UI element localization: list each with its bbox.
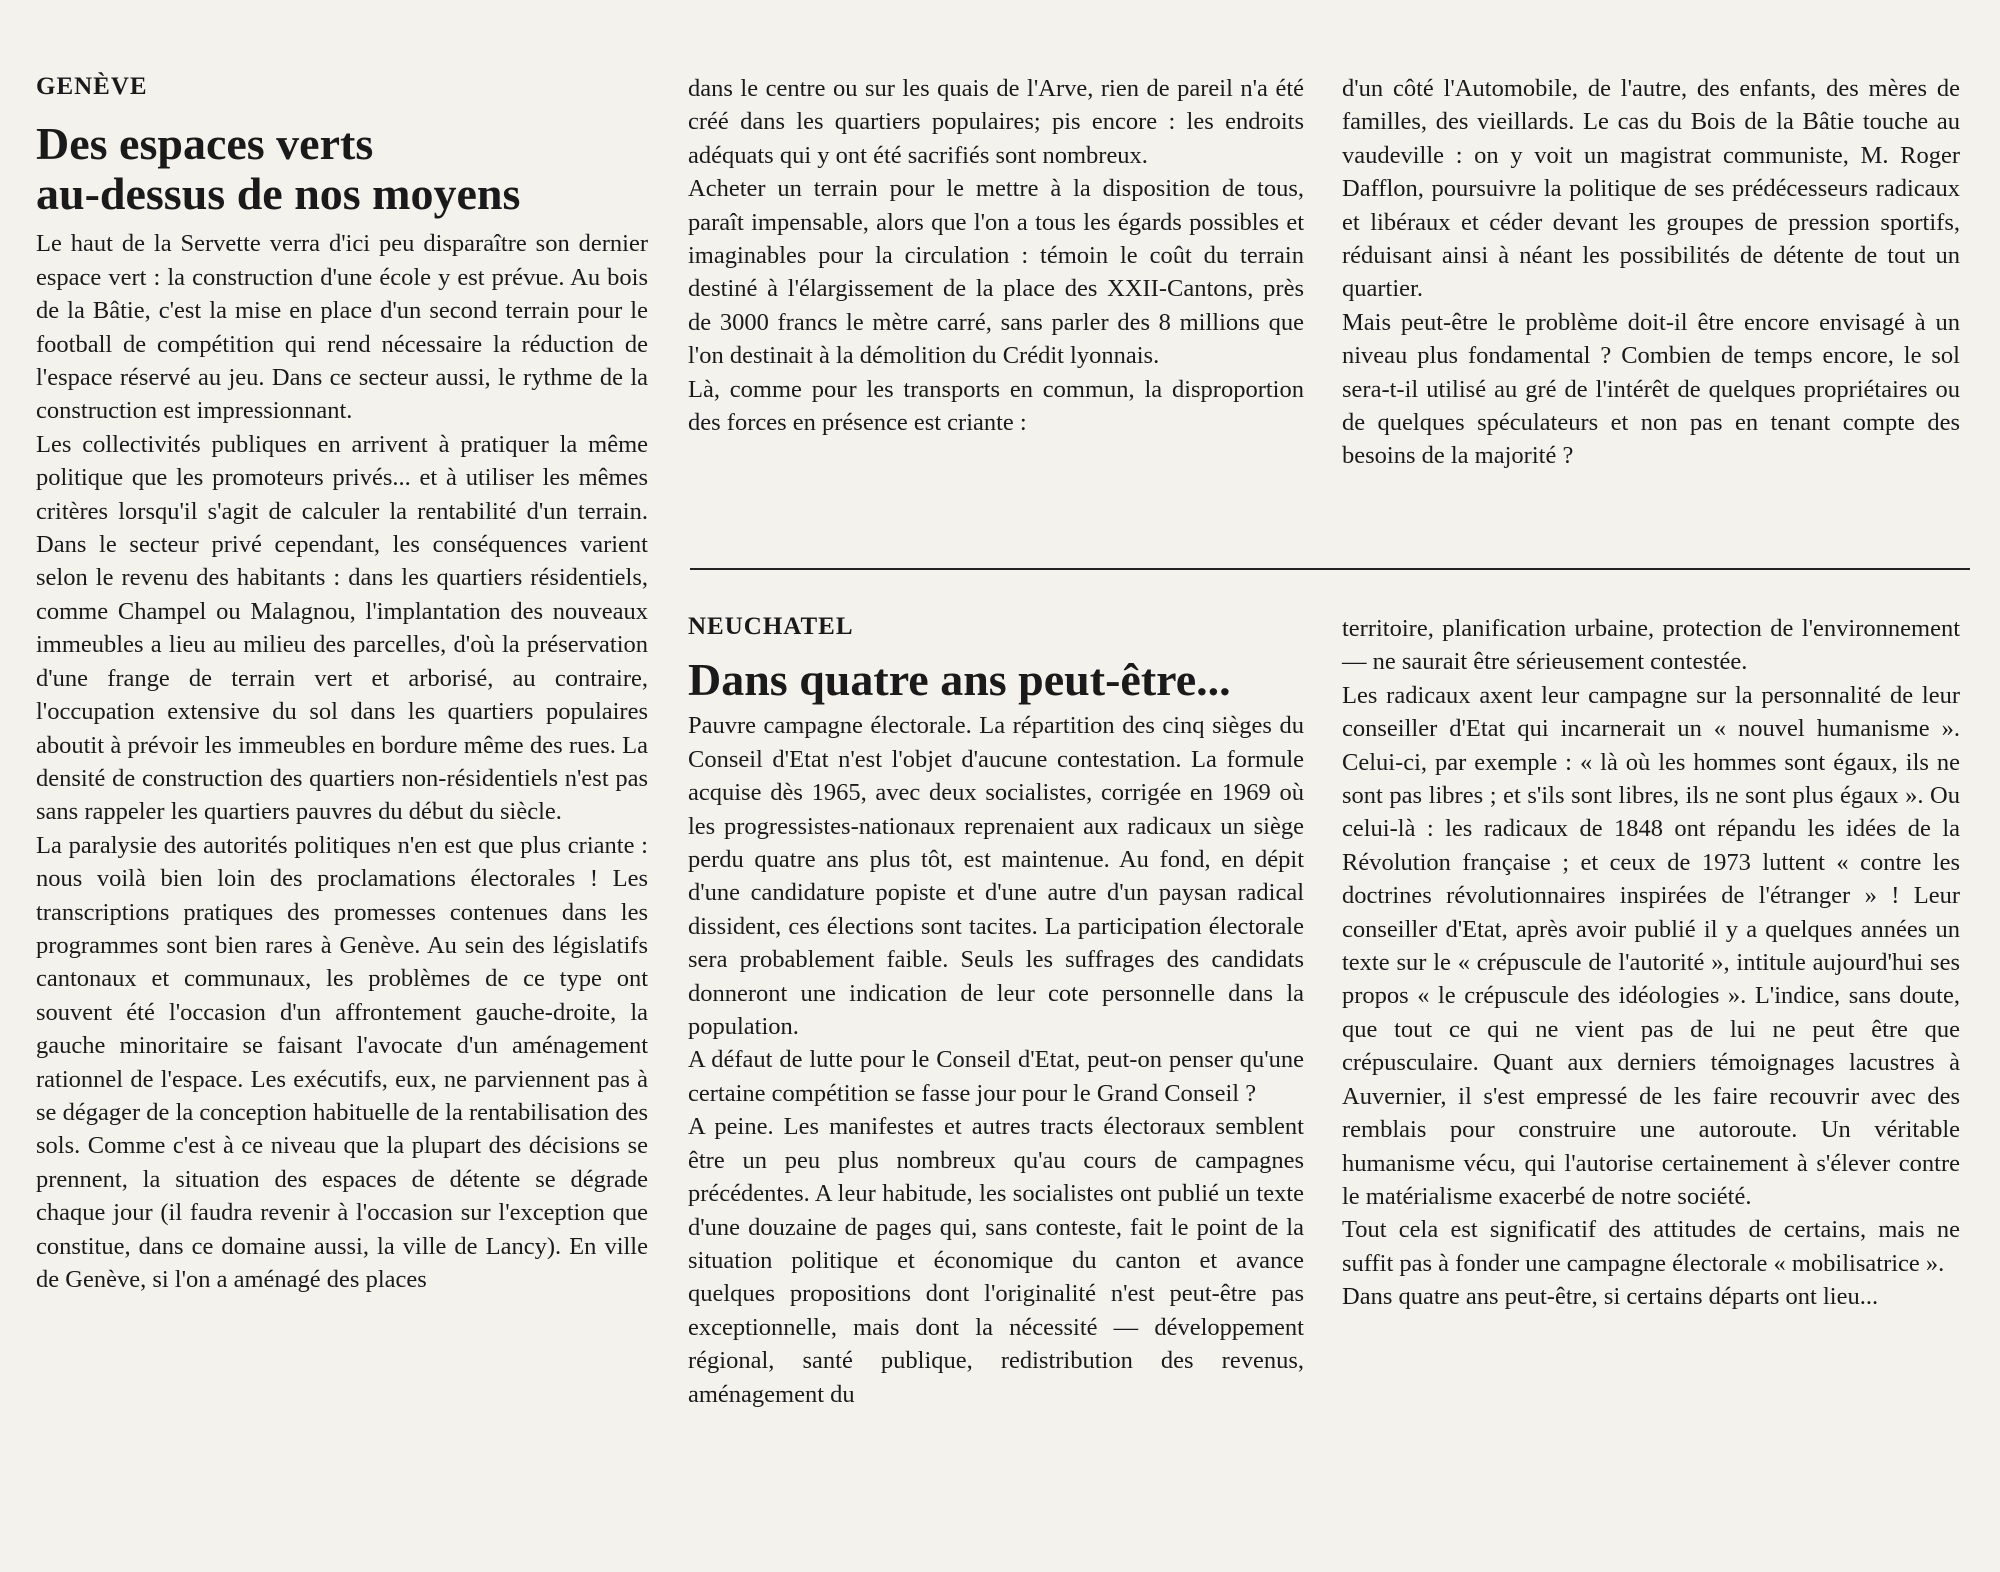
geneve-kicker: GENÈVE [36, 73, 148, 100]
geneve-paragraph: Le haut de la Servette verra d'ici peu disparaître son dernier espace vert : la construction d'une école y est prévue. Au bois de la Bâtie, c'est la mise en place d'un second terrain pour le football de compétition qui rend nécessaire la réduction de l'espace réservé au jeu. Dans ce secteur aussi, le rythme de la construction est impressionnant. [36, 230, 648, 425]
geneve-paragraph: d'un côté l'Automobile, de l'autre, des enfants, des mères de familles, des vieillards. Le cas du Bois de la Bâtie touche au vaudeville : on y voit un magistrat communiste, M. Roger Dafflon, poursuivre la politique de ses prédécesseurs radicaux et libéraux et céder devant les groupes de pression sportifs, réduisant ainsi à néant les possibilités de détente de tout un quartier. [1342, 75, 1960, 303]
geneve-column-1 [36, 70, 648, 1296]
geneve-title-line2: au-dessus de nos moyens [36, 168, 521, 220]
geneve-title-line1: Des espaces verts [36, 118, 374, 170]
geneve-column-3 [1342, 72, 1960, 473]
neuchatel-column-3 [1342, 612, 1960, 1314]
neuchatel-paragraph: Dans quatre ans peut-être, si certains départs ont lieu... [1342, 1283, 1879, 1311]
geneve-paragraph: Acheter un terrain pour le mettre à la disposition de tous, paraît impensable, alors que l'on a tous les égards possibles et imaginables pour la circulation : témoin le coût du terrain destiné à l'élargissement de la place des XXII-Cantons, près de 3000 francs le mètre carré, sans parler des 8 millions que l'on destinait à la démolition du Crédit lyonnais. [688, 175, 1304, 370]
neuchatel-paragraph: Pauvre campagne électorale. La répartition des cinq sièges du Conseil d'Etat n'est l'objet d'aucune contestation. La formule acquise dès 1965, avec deux socialistes, corrigée en 1969 où les progressistes-nationaux reprenaient aux radicaux un siège perdu quatre ans plus tôt, est maintenue. Au fond, en dépit d'une candidature popiste et d'une autre d'un paysan radical dissident, ces élections sont tacites. La participation électorale sera probablement faible. Seuls les suffrages des candidats donneront une indication de leur cote personnelle dans la population. [688, 712, 1304, 1041]
neuchatel-column-2 [688, 610, 1304, 1411]
neuchatel-paragraph: A défaut de lutte pour le Conseil d'Etat, peut-on penser qu'une certaine compétition se fasse jour pour le Grand Conseil ? [688, 1046, 1304, 1107]
geneve-paragraph: dans le centre ou sur les quais de l'Arve, rien de pareil n'a été créé dans les quartiers populaires; pis encore : les endroits adéquats qui y ont été sacrifiés sont nombreux. [688, 75, 1304, 169]
geneve-paragraph: Là, comme pour les transports en commun, la disproportion des forces en présence est criante : [688, 375, 1304, 437]
article-divider [690, 568, 1970, 570]
geneve-column-2 [688, 72, 1304, 439]
geneve-paragraph: Mais peut-être le problème doit-il être encore envisagé à un niveau plus fondamental ? Combien de temps encore, le sol sera-t-il utilisé au gré de l'intérêt de quelques propriétaires ou de quelques spéculateurs et non pas en tenant compte des besoins de la majorité ? [1342, 308, 1960, 470]
neuchatel-kicker: NEUCHATEL [688, 613, 854, 640]
geneve-paragraph: Les collectivités publiques en arrivent à pratiquer la même politique que les promoteurs privés... et à utiliser les mêmes critères lorsqu'il s'agit de calculer la rentabilité d'un terrain. Dans le secteur privé cependant, les conséquences varient selon le revenu des habitants : dans les quartiers résidentiels, comme Champel ou Malagnou, l'implantation des nouveaux immeubles a lieu au milieu des parcelles, d'où la préservation d'une frange de terrain vert et arborisé, au contraire, l'occupation extensive du sol dans les quartiers populaires aboutit à prévoir les immeubles en bordure même des rues. La densité de construction des quartiers non-résidentiels n'est pas sans rappeler les quartiers pauvres du début du siècle. [36, 430, 648, 826]
geneve-paragraph: La paralysie des autorités politiques n'en est que plus criante : nous voilà bien loin des proclamations électorales ! Les transcriptions pratiques des promesses contenues dans les programmes sont bien rares à Genève. Au sein des législatifs cantonaux et communaux, les problèmes de ce type ont souvent été l'occasion d'un affrontement gauche-droite, la gauche minoritaire se faisant l'avocate d'un aménagement rationnel de l'espace. Les exécutifs, eux, ne parviennent pas à se dégager de la conception habituelle de la rentabilisation des sols. Comme c'est à ce niveau que la plupart des décisions se prennent, la situation des espaces de détente se dégrade chaque jour (il faudra revenir à l'occasion sur l'exception que constitue, dans ce domaine aussi, la ville de Lancy). En ville de Genève, si l'on a aménagé des places [36, 831, 648, 1293]
neuchatel-paragraph: Les radicaux axent leur campagne sur la personnalité de leur conseiller d'Etat qui incarnerait un « nouvel humanisme ». Celui-ci, par exemple : « là où les hommes sont égaux, ils ne sont pas libres ; et s'ils sont libres, ils ne sont plus égaux ». Ou celui-là : les radicaux de 1848 ont répandu les idées de la Révolution française ; et ceux de 1973 luttent « contre les doctrines révolutionnaires inspirées de l'étranger » ! Leur conseiller d'Etat, après avoir publié il y a quelques années un texte sur le « crépuscule de l'autorité », intitule aujourd'hui ses propos « le crépuscule des idéologies ». L'indice, sans doute, que tout ce qui ne vient pas de lui ne peut être que crépusculaire. Quant aux derniers témoignages lacustres à Auvernier, il s'est empressé de les faire recouvrir avec des remblais pour construire une autoroute. Un véritable humanisme vécu, qui l'autorise certainement à s'élever contre le matérialisme exacerbé de notre société. [1342, 681, 1960, 1210]
neuchatel-paragraph: territoire, planification urbaine, protection de l'environnement — ne saurait être sérieusement contestée. [1342, 615, 1960, 676]
neuchatel-paragraph: Tout cela est significatif des attitudes de certains, mais ne suffit pas à fonder une campagne électorale « mobilisatrice ». [1342, 1216, 1960, 1277]
neuchatel-title: Dans quatre ans peut-être... [688, 654, 1231, 706]
neuchatel-paragraph: A peine. Les manifestes et autres tracts électoraux semblent être un peu plus nombreux qu'au cours de campagnes précédentes. A leur habitude, les socialistes ont publié un texte d'une douzaine de pages qui, sans conteste, fait le point de la situation politique et économique du canton et avance quelques propositions dont l'originalité n'est peut-être pas exceptionnelle, mais dont la nécessité — développement régional, santé publique, redistribution des revenus, aménagement du [688, 1113, 1304, 1408]
